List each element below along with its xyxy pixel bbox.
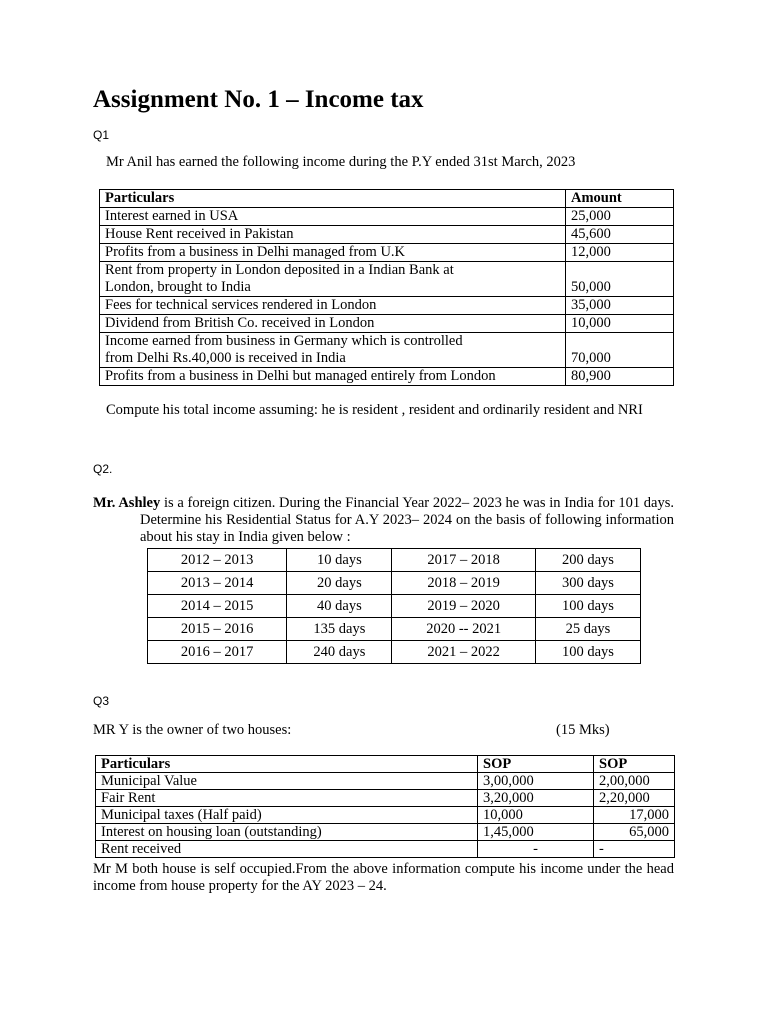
particular-cell: Rent received <box>96 841 478 858</box>
year-cell: 2016 – 2017 <box>148 641 287 664</box>
year-cell: 2015 – 2016 <box>148 618 287 641</box>
header-amount: Amount <box>566 190 674 208</box>
days-cell: 200 days <box>535 549 640 572</box>
header-particulars: Particulars <box>96 756 478 773</box>
particular-line-1: Income earned from business in Germany which is controlled <box>105 333 463 349</box>
sop-1-cell: - <box>478 841 594 858</box>
days-cell: 135 days <box>287 618 392 641</box>
days-cell: 25 days <box>535 618 640 641</box>
q3-label: Q3 <box>93 694 110 708</box>
days-cell: 40 days <box>287 595 392 618</box>
q3-intro: MR Y is the owner of two houses: <box>93 722 292 738</box>
amount-cell: 80,900 <box>566 368 674 386</box>
year-cell: 2012 – 2013 <box>148 549 287 572</box>
table-header-row <box>96 756 675 773</box>
table-row <box>96 824 675 841</box>
table-row <box>96 773 675 790</box>
particular-cell: Fair Rent <box>96 790 478 807</box>
amount-cell: 50,000 <box>566 262 674 297</box>
sop-2-cell: 65,000 <box>594 824 675 841</box>
days-cell: 240 days <box>287 641 392 664</box>
sop-1-cell: 3,20,000 <box>478 790 594 807</box>
year-cell: 2013 – 2014 <box>148 572 287 595</box>
table-row <box>96 790 675 807</box>
sop-1-cell: 1,45,000 <box>478 824 594 841</box>
table-row <box>148 549 641 572</box>
sop-2-cell: - <box>594 841 675 858</box>
amount-cell: 45,600 <box>566 226 674 244</box>
particular-cell: House Rent received in Pakistan <box>100 226 566 244</box>
year-cell: 2018 – 2019 <box>392 572 535 595</box>
table-row <box>100 297 674 315</box>
q2-name: Mr. Ashley <box>93 495 161 511</box>
amount-cell: 25,000 <box>566 208 674 226</box>
amount-cell: 70,000 <box>566 333 674 368</box>
q1-income-table <box>99 189 674 386</box>
amount-cell: 12,000 <box>566 244 674 262</box>
q3-marks: (15 Mks) <box>556 722 610 738</box>
particular-line-2: London, brought to India <box>105 279 251 295</box>
header-sop-2: SOP <box>594 756 675 773</box>
page-title: Assignment No. 1 – Income tax <box>93 86 424 113</box>
sop-1-cell: 10,000 <box>478 807 594 824</box>
q2-text: is a foreign citizen. During the Financial Year 2022– 2023 he was in India for 101 days. Determine his Residential Status for A.Y 2023– 2024 on the basis of following information about his stay in India given below : <box>140 495 674 545</box>
sop-2-cell: 17,000 <box>594 807 675 824</box>
table-header-row <box>100 190 674 208</box>
particular-line-1: Rent from property in London deposited in a Indian Bank at <box>105 262 454 278</box>
q1-intro: Mr Anil has earned the following income during the P.Y ended 31st March, 2023 <box>106 154 576 170</box>
days-cell: 10 days <box>287 549 392 572</box>
particular-cell: Profits from a business in Delhi managed from U.K <box>100 244 566 262</box>
table-row <box>148 572 641 595</box>
sop-1-cell: 3,00,000 <box>478 773 594 790</box>
days-cell: 100 days <box>535 595 640 618</box>
table-row <box>100 244 674 262</box>
particular-cell: Dividend from British Co. received in London <box>100 315 566 333</box>
year-cell: 2017 – 2018 <box>392 549 535 572</box>
amount-cell: 10,000 <box>566 315 674 333</box>
amount-cell: 35,000 <box>566 297 674 315</box>
q2-paragraph <box>93 495 674 546</box>
table-row <box>148 618 641 641</box>
days-cell: 100 days <box>535 641 640 664</box>
particular-cell: Interest on housing loan (outstanding) <box>96 824 478 841</box>
table-row <box>100 368 674 386</box>
year-cell: 2014 – 2015 <box>148 595 287 618</box>
sop-2-cell: 2,20,000 <box>594 790 675 807</box>
table-row <box>148 595 641 618</box>
table-row <box>100 315 674 333</box>
q3-house-table <box>95 755 675 858</box>
q1-label: Q1 <box>93 128 110 142</box>
table-row <box>100 208 674 226</box>
days-cell: 300 days <box>535 572 640 595</box>
header-sop-1: SOP <box>478 756 594 773</box>
table-row <box>100 226 674 244</box>
particular-cell <box>100 333 566 368</box>
q2-stay-table <box>147 548 641 664</box>
q2-label: Q2. <box>93 462 113 476</box>
table-row <box>100 262 674 297</box>
particular-cell: Municipal Value <box>96 773 478 790</box>
q1-question: Compute his total income assuming: he is resident , resident and ordinarily resident and NRI <box>106 402 643 418</box>
particular-line-2: from Delhi Rs.40,000 is received in India <box>105 350 346 366</box>
table-row <box>148 641 641 664</box>
year-cell: 2019 – 2020 <box>392 595 535 618</box>
year-cell: 2021 – 2022 <box>392 641 535 664</box>
particular-cell: Municipal taxes (Half paid) <box>96 807 478 824</box>
days-cell: 20 days <box>287 572 392 595</box>
q3-question: Mr M both house is self occupied.From the above information compute his income under the head income from house property for the AY 2023 – 24. <box>93 861 674 894</box>
particular-cell: Fees for technical services rendered in London <box>100 297 566 315</box>
header-particulars: Particulars <box>100 190 566 208</box>
particular-cell: Profits from a business in Delhi but managed entirely from London <box>100 368 566 386</box>
particular-cell: Interest earned in USA <box>100 208 566 226</box>
table-row <box>96 841 675 858</box>
year-cell: 2020 -- 2021 <box>392 618 535 641</box>
particular-cell <box>100 262 566 297</box>
sop-2-cell: 2,00,000 <box>594 773 675 790</box>
table-row <box>100 333 674 368</box>
table-row <box>96 807 675 824</box>
